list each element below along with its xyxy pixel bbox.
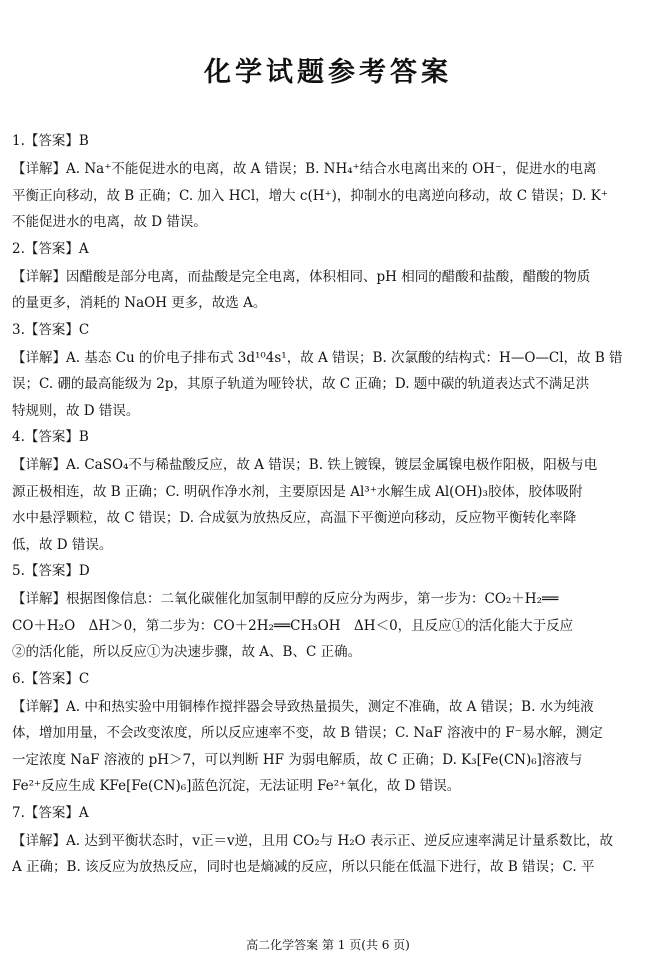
explanation xyxy=(12,156,644,236)
explanation-line: 源正极相连，故 B 正确；C. 明矾作净水剂，主要原因是 Al³⁺水解生成 Al(OH)₃胶体，胶体吸附 xyxy=(12,483,583,500)
question-block xyxy=(12,802,644,881)
page-title: 化学试题参考答案 xyxy=(204,57,452,88)
explanation-line: 平衡正向移动，故 B 正确；C. 加入 HCl，增大 c(H⁺)，抑制水的电离逆向移动，故 C 错误；D. K⁺ xyxy=(12,187,608,204)
page-footer: 高二化学答案 第 1 页(共 6 页) xyxy=(246,938,410,952)
explanation xyxy=(12,264,644,317)
explanation xyxy=(12,345,644,425)
explanation-line: 误；C. 硼的最高能级为 2p，其原子轨道为哑铃状，故 C 正确；D. 题中碳的轨道表达式不满足洪 xyxy=(12,376,590,392)
explanation-line: 【详解】A. 达到平衡状态时，v正＝v逆，且用 CO₂与 H₂O 表示正、逆反应速率满足计量系数比，故 xyxy=(12,832,614,849)
answer-list xyxy=(12,130,644,883)
answer-line: 5.【答案】D xyxy=(12,563,90,579)
answer-line: 2.【答案】A xyxy=(12,240,89,257)
explanation-line: 的量更多，消耗的 NaOH 更多，故选 A。 xyxy=(12,295,267,311)
answer-line: 7.【答案】A xyxy=(12,804,89,821)
question-block xyxy=(12,560,644,666)
explanation-line: 不能促进水的电离，故 D 错误。 xyxy=(12,214,207,230)
explanation-line: CO＋H₂O ΔH＞0，第二步为：CO＋2H₂══CH₃OH ΔH＜0，且反应①的活化能大于反应 xyxy=(12,617,574,634)
explanation-line: A 正确；B. 该反应为放热反应，同时也是熵减的反应，所以只能在低温下进行，故 B 错误；C. 平 xyxy=(12,859,595,875)
answer-line: 6.【答案】C xyxy=(12,670,90,687)
explanation-line: 一定浓度 NaF 溶液的 pH＞7，可以判断 HF 为弱电解质，故 C 正确；D. K₃[Fe(CN)₆]溶液与 xyxy=(12,751,583,768)
explanation xyxy=(12,586,644,666)
explanation-line: 特规则，故 D 错误。 xyxy=(12,402,140,419)
explanation-line: 【详解】根据图像信息：二氧化碳催化加氢制甲醇的反应分为两步，第一步为：CO₂＋H₂══ xyxy=(12,591,559,607)
question-block xyxy=(12,238,644,317)
question-block xyxy=(12,319,644,425)
explanation-line: 低，故 D 错误。 xyxy=(12,536,113,553)
explanation-line: 【详解】A. CaSO₄不与稀盐酸反应，故 A 错误；B. 铁上镀镍，镀层金属镍电极作阳极，阳极与电 xyxy=(12,457,598,473)
answer-line: 3.【答案】C xyxy=(12,321,90,338)
explanation-line: ②的活化能，所以反应①为决速步骤，故 A、B、C 正确。 xyxy=(12,644,362,660)
question-block xyxy=(12,130,644,236)
explanation-line: Fe²⁺反应生成 KFe[Fe(CN)₆]蓝色沉淀，无法证明 Fe²⁺氧化，故 D 错误。 xyxy=(12,778,461,794)
question-block xyxy=(12,426,644,558)
answer-line: 4.【答案】B xyxy=(12,429,89,445)
answer-line: 1.【答案】B xyxy=(12,133,89,149)
explanation-line: 【详解】因醋酸是部分电离，而盐酸是完全电离，体积相同、pH 相同的醋酸和盐酸，醋酸的物质 xyxy=(12,268,591,285)
explanation-line: 体，增加用量，不会改变浓度，所以反应速率不变，故 B 错误；C. NaF 溶液中的 F⁻易水解，测定 xyxy=(12,725,603,741)
explanation xyxy=(12,828,644,881)
explanation xyxy=(12,452,644,558)
explanation-line: 水中悬浮颗粒，故 C 错误；D. 合成氨为放热反应，高温下平衡逆向移动，反应物平衡转化率降 xyxy=(12,510,577,526)
explanation-line: 【详解】A. Na⁺不能促进水的电离，故 A 错误；B. NH₄⁺结合水电离出来的 OH⁻，促进水的电离 xyxy=(12,161,597,177)
explanation-line: 【详解】A. 基态 Cu 的价电子排布式 3d¹⁰4s¹，故 A 错误；B. 次氯酸的结构式：H—O—Cl，故 B 错 xyxy=(12,349,623,366)
explanation-line: 【详解】A. 中和热实验中用铜棒作搅拌器会导致热量损失，测定不准确，故 A 错误；B. 水为纯液 xyxy=(12,698,594,715)
question-block xyxy=(12,668,644,800)
explanation xyxy=(12,694,644,800)
